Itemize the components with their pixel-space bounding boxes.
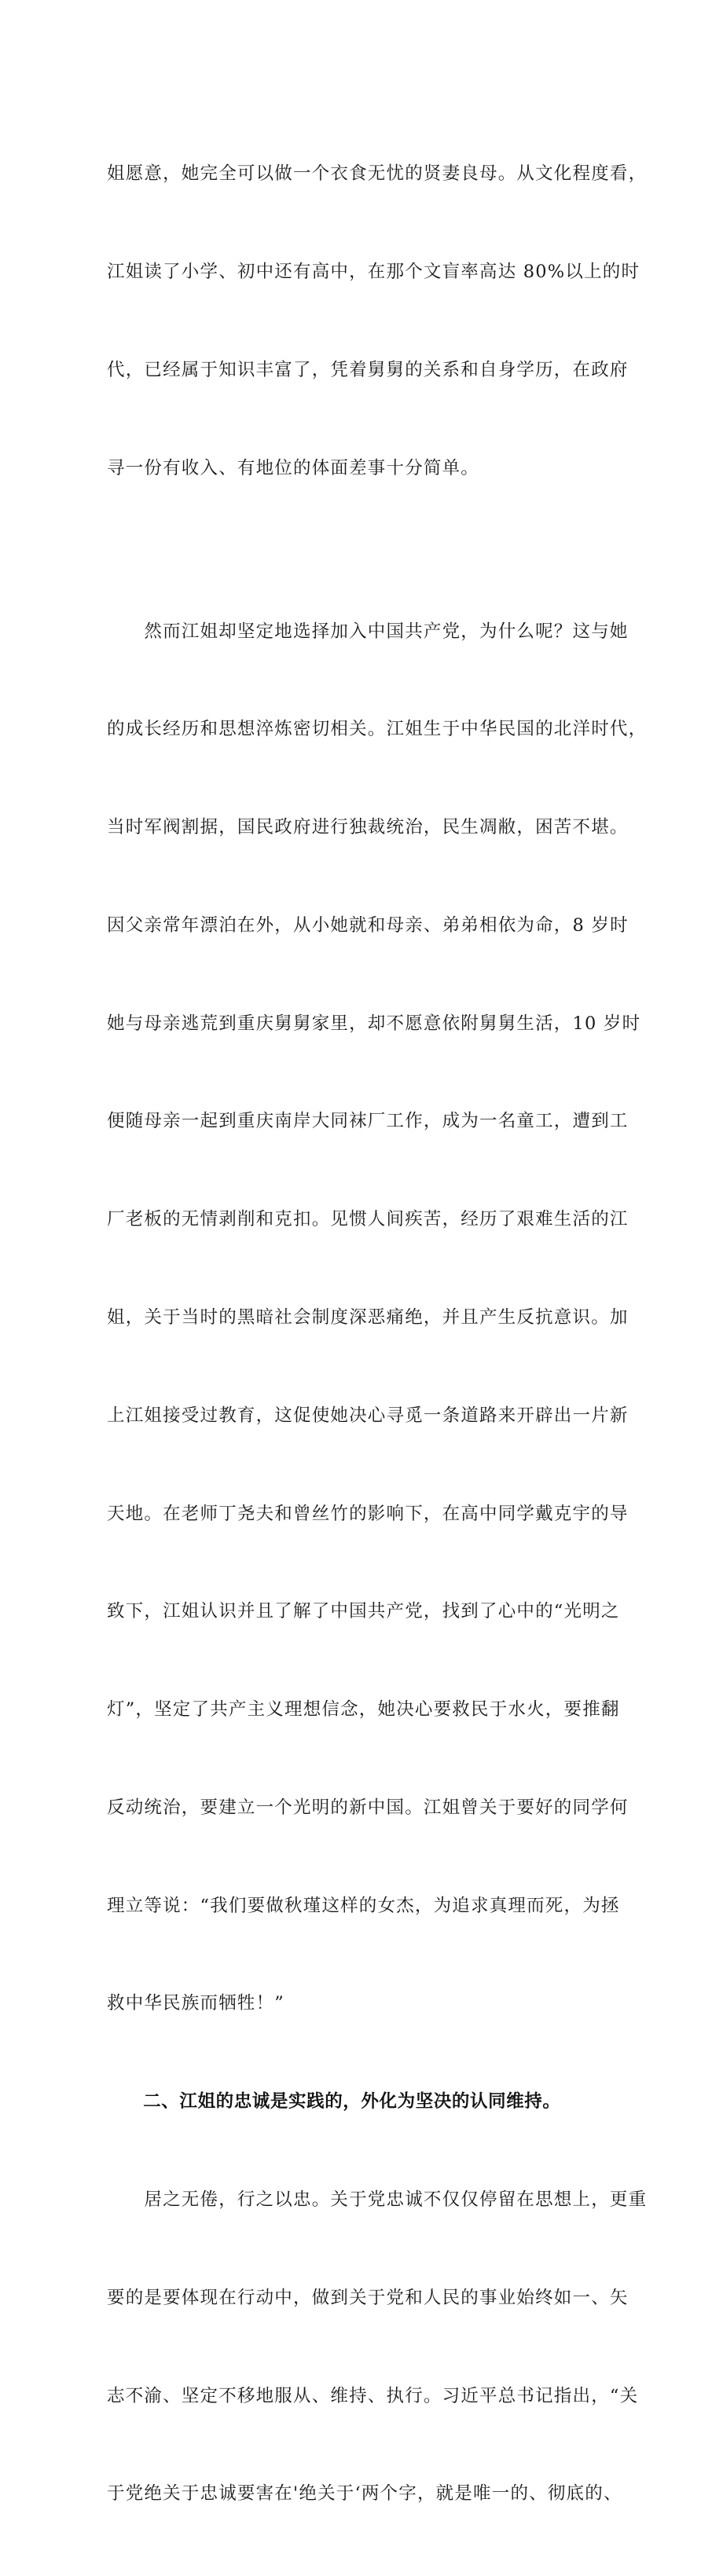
text-line: 理立等说：“我们要做秋瑾这样的女杰，为追求真理而死，为拯: [107, 1895, 620, 1916]
text-line: 姐愿意，她完全可以做一个衣食无忧的贤妻良母。从文化程度看，: [107, 163, 648, 185]
text-line: 志不渝、坚定不移地服从、维持、执行。习近平总书记指出，“关: [107, 2385, 639, 2406]
text-line: 厂老板的无情剥削和克扣。见惯人间疾苦，经历了艰难生活的江: [107, 1209, 629, 1230]
paragraph-3: [107, 2119, 648, 2576]
text-line: 当时军阀割据，国民政府进行独裁统治，民生凋敝，困苦不堪。: [107, 817, 629, 838]
document-body: [107, 93, 648, 2576]
section-heading: 二、江姐的忠诚是实践的，外化为坚决的认同维持。: [107, 2091, 561, 2112]
paragraph-2: [107, 550, 648, 2086]
text-line: 救中华民族而牺牲！”: [107, 1993, 285, 2014]
text-line: 便随母亲一起到重庆南岸大同袜厂工作，成为一名童工，遭到工: [107, 1111, 629, 1132]
text-line: 然而江姐却坚定地选择加入中国共产党，为什么呢？这与她: [107, 621, 629, 642]
text-line: 天地。在老师丁尧夫和曾丝竹的影响下，在高中同学戴克宇的导: [107, 1503, 629, 1524]
text-line: 反动统治，要建立一个光明的新中国。江姐曾关于要好的同学何: [107, 1797, 629, 1818]
text-line: 要的是要体现在行动中，做到关于党和人民的事业始终如一、矢: [107, 2287, 629, 2308]
text-line: 因父亲常年漂泊在外，从小她就和母亲、弟弟相依为命，8 岁时: [107, 914, 629, 936]
text-line: 致下，江姐认识并且了解了中国共产党，找到了心中的“光明之: [107, 1601, 620, 1622]
text-line: 的成长经历和思想淬炼密切相关。江姐生于中华民国的北洋时代，: [107, 719, 648, 740]
text-line: 代，已经属于知识丰富了，凭着舅舅的关系和自身学历，在政府: [107, 359, 629, 380]
text-line: 姐，关于当时的黑暗社会制度深恶痛绝，并且产生反抗意识。加: [107, 1306, 629, 1328]
text-line: 江姐读了小学、初中还有高中，在那个文盲率高达 80%以上的时: [107, 261, 640, 282]
text-line: 于党绝关于忠诚要害在'绝关于‘两个字，就是唯一的、彻底的、: [107, 2483, 622, 2505]
text-line: 灯”，坚定了共产主义理想信念，她决心要救民于水火，要推翻: [107, 1699, 620, 1720]
text-line: 她与母亲逃荒到重庆舅舅家里，却不愿意依附舅舅生活，10 岁时: [107, 1013, 641, 1034]
text-line: 上江姐接受过教育，这促使她决心寻觅一条道路来开辟出一片新: [107, 1405, 629, 1426]
text-line: 寻一份有收入、有地位的体面差事十分简单。: [107, 457, 480, 478]
text-line: 居之无倦，行之以忠。关于党忠诚不仅仅停留在思想上，更重: [107, 2189, 648, 2210]
paragraph-1: [107, 93, 648, 550]
